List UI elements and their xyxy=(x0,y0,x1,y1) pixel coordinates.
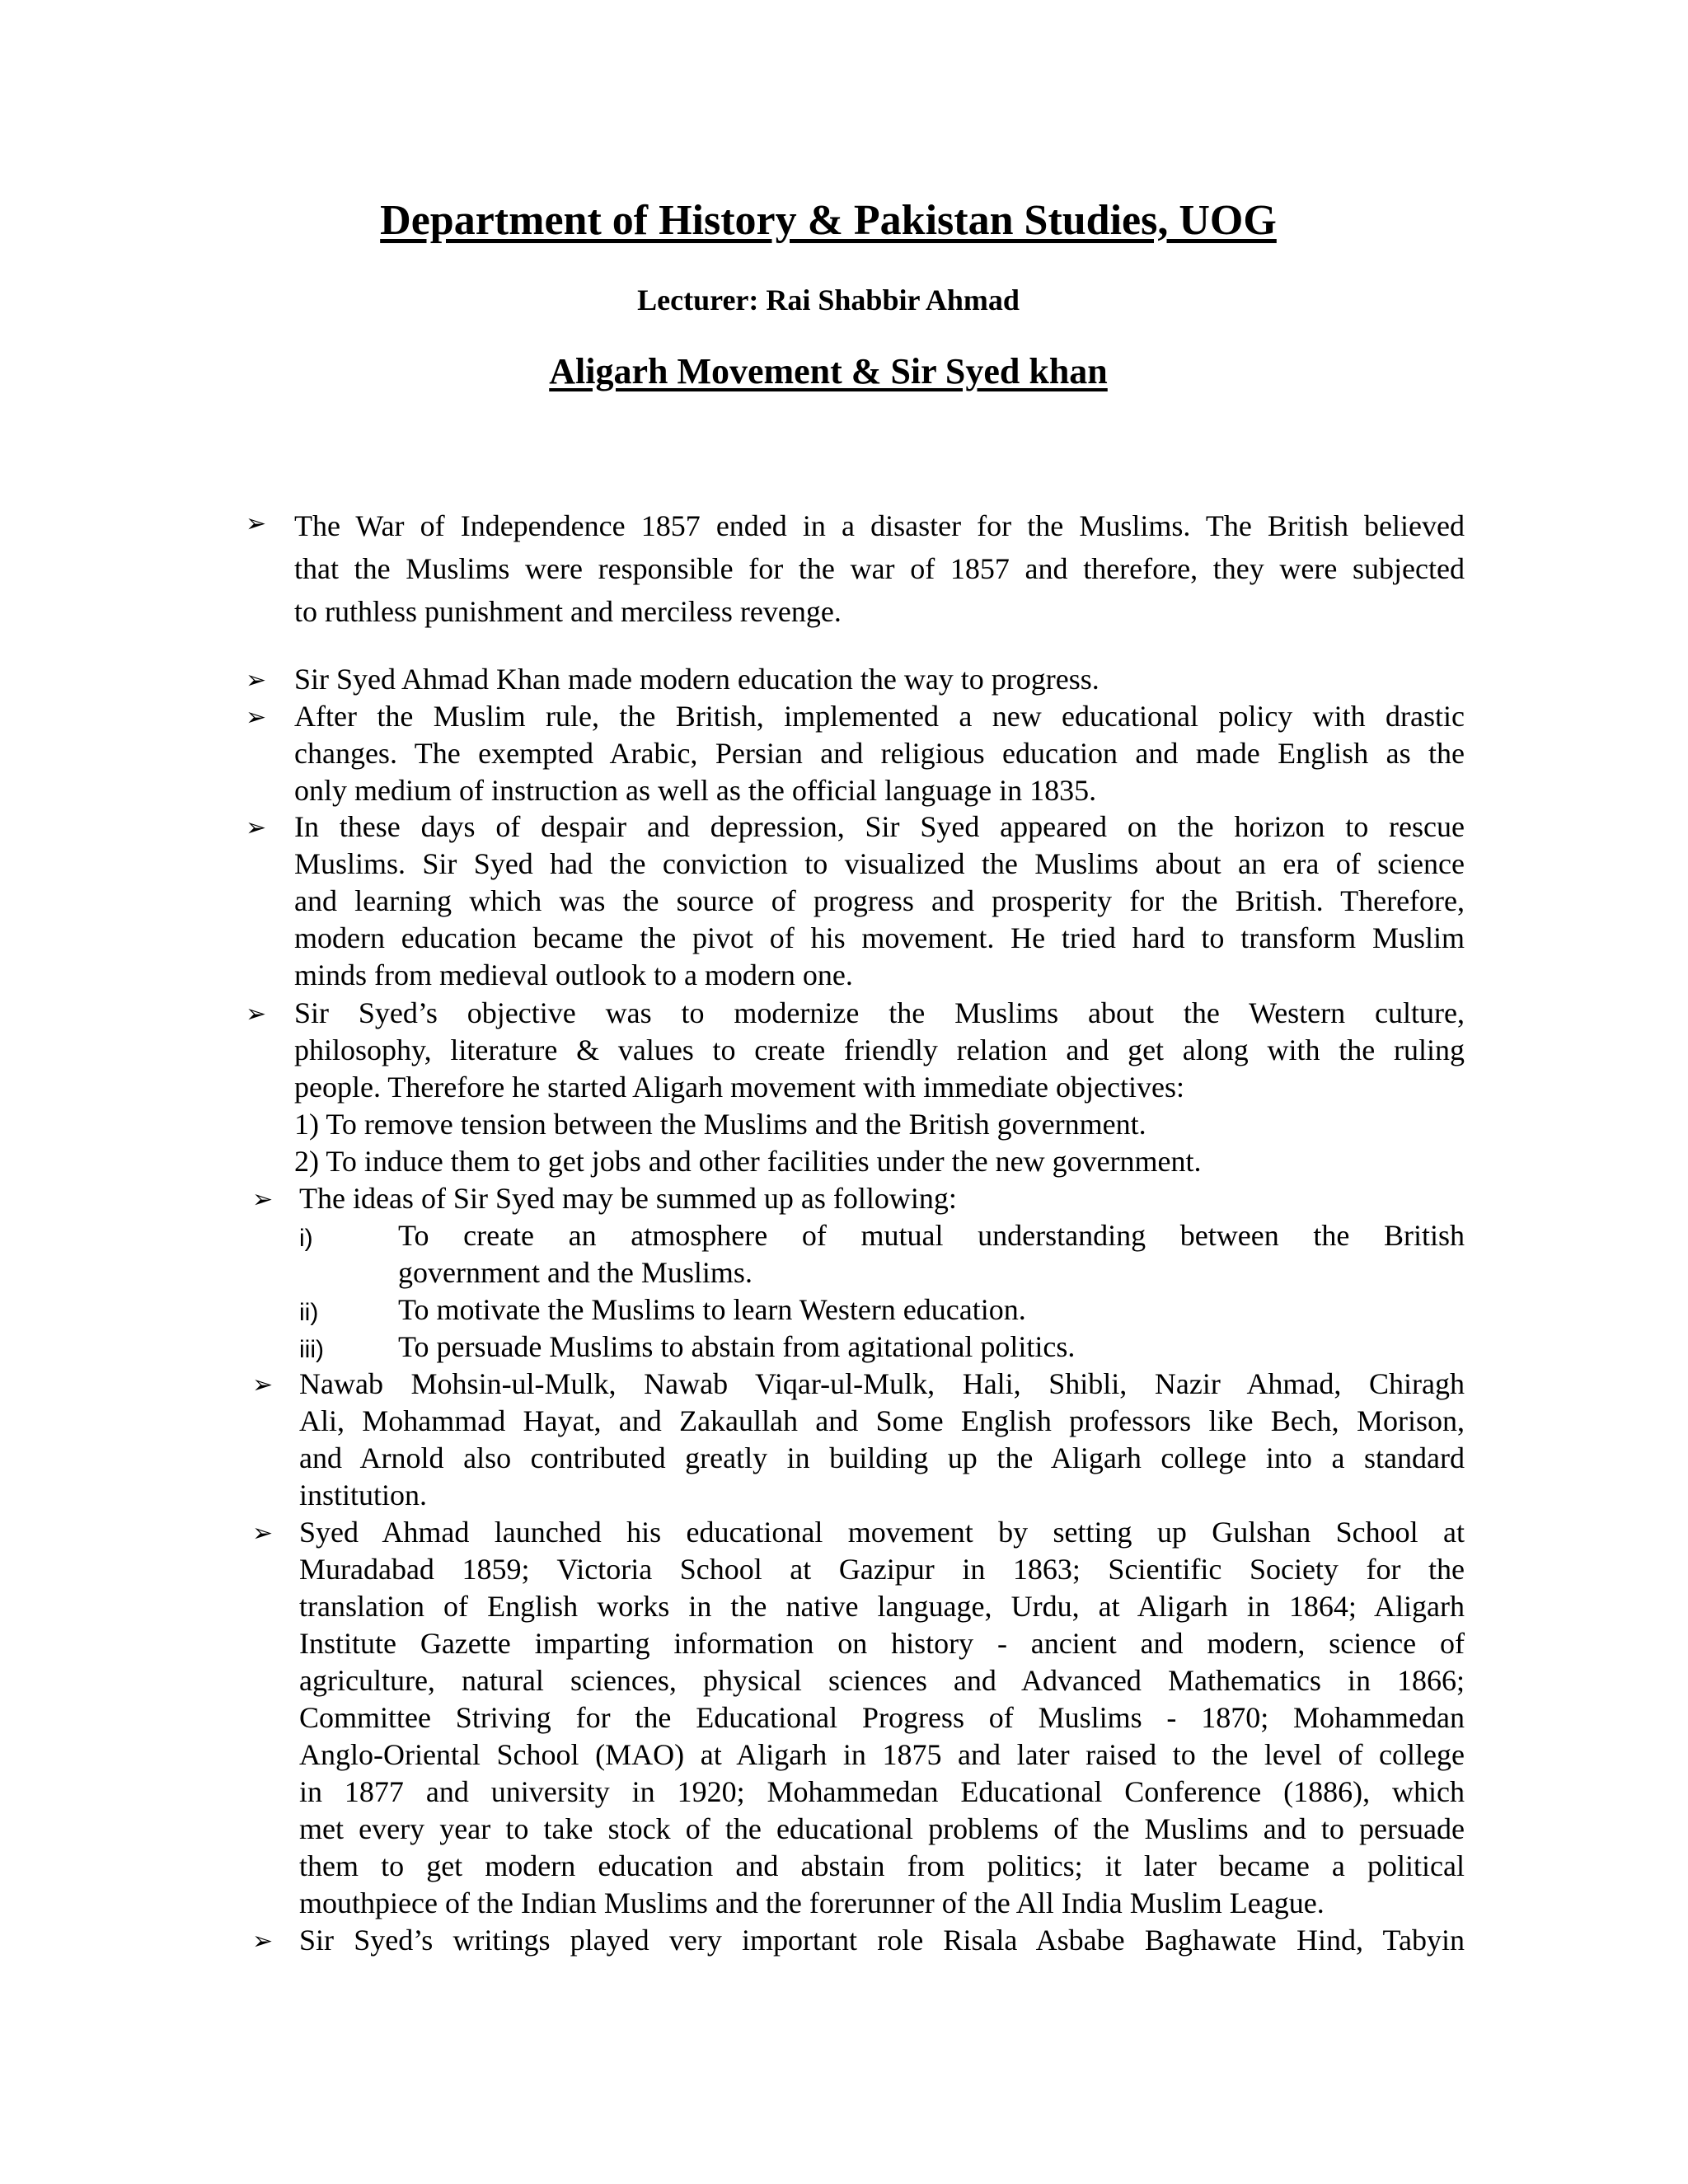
bullet-arrow-icon: ➢ xyxy=(252,1185,274,1214)
paragraph-line: Ali, Mohammad Hayat, and Zakaullah and Some English professors like Bech, Morison, xyxy=(299,1404,1465,1437)
paragraph-line: changes. The exempted Arabic, Persian and religious education and made English as the xyxy=(294,737,1465,770)
paragraph-line: translation of English works in the native language, Urdu, at Aligarh in 1864; Aligarh xyxy=(299,1590,1465,1623)
paragraph-line: In these days of despair and depression, Sir Syed appeared on the horizon to rescue xyxy=(294,810,1465,843)
paragraph-line: The ideas of Sir Syed may be summed up as following: xyxy=(299,1182,957,1215)
lecturer-name: Lecturer: Rai Shabbir Ahmad xyxy=(637,284,1020,316)
paragraph-line: Nawab Mohsin-ul-Mulk, Nawab Viqar-ul-Mulk, Hali, Shibli, Nazir Ahmad, Chiragh xyxy=(299,1367,1465,1400)
paragraph-line: them to get modern education and abstain from politics; it later became a political xyxy=(299,1849,1465,1882)
paragraph-line: only medium of instruction as well as the official language in 1835. xyxy=(294,774,1097,807)
bullet-paragraph xyxy=(294,995,1465,1180)
paragraph-line: Syed Ahmad launched his educational movement by setting up Gulshan School at xyxy=(299,1516,1465,1549)
paragraph-line: and learning which was the source of progress and prosperity for the British. Therefore, xyxy=(294,884,1465,917)
bullet-arrow-icon: ➢ xyxy=(246,1000,267,1029)
paragraph-line: minds from medieval outlook to a modern one. xyxy=(294,958,853,991)
paragraph-line: Sir Syed Ahmad Khan made modern education the way to progress. xyxy=(294,663,1100,696)
paragraph-line: After the Muslim rule, the British, implemented a new educational policy with drastic xyxy=(294,700,1465,733)
bullet-paragraph xyxy=(294,504,1465,633)
roman-numeral: iii) xyxy=(299,1336,324,1363)
bullet-arrow-icon: ➢ xyxy=(246,666,267,695)
paragraph-line: that the Muslims were responsible for the war of 1857 and therefore, they were subjected xyxy=(294,552,1465,585)
objective-item: 2) To induce them to get jobs and other facilities under the new government. xyxy=(294,1145,1202,1178)
paragraph-line: agriculture, natural sciences, physical sciences and Advanced Mathematics in 1866; xyxy=(299,1664,1465,1697)
bullet-arrow-icon: ➢ xyxy=(252,1927,274,1956)
bullet-arrow-icon: ➢ xyxy=(246,703,267,732)
bullet-paragraph xyxy=(299,1922,1465,1959)
paragraph-line: modern education became the pivot of his movement. He tried hard to transform Muslim xyxy=(294,921,1465,954)
paragraph-line: Institute Gazette imparting information on history - ancient and modern, science of xyxy=(299,1627,1465,1660)
paragraph-line: in 1877 and university in 1920; Mohammedan Educational Conference (1886), which xyxy=(299,1775,1465,1808)
paragraph-line: Muradabad 1859; Victoria School at Gazipur in 1863; Scientific Society for the xyxy=(299,1553,1465,1586)
paragraph-line: to ruthless punishment and merciless revenge. xyxy=(294,595,842,628)
paragraph-line: The War of Independence 1857 ended in a disaster for the Muslims. The British believed xyxy=(294,509,1465,542)
roman-numeral: ii) xyxy=(299,1299,319,1326)
paragraph-line: met every year to take stock of the educational problems of the Muslims and to persuade xyxy=(299,1812,1465,1845)
bullet-paragraph xyxy=(299,1180,1470,1217)
paragraph-line: people. Therefore he started Aligarh movement with immediate objectives: xyxy=(294,1071,1184,1104)
roman-list-item xyxy=(0,1329,1467,1366)
paragraph-line: Muslims. Sir Syed had the conviction to visualized the Muslims about an era of science xyxy=(294,847,1465,880)
bullet-arrow-icon: ➢ xyxy=(252,1519,274,1548)
bullet-arrow-icon: ➢ xyxy=(246,509,267,538)
bullet-paragraph xyxy=(299,1366,1465,1514)
bullet-arrow-icon: ➢ xyxy=(252,1371,274,1399)
bullet-paragraph xyxy=(294,661,1465,698)
roman-list-item xyxy=(0,1217,1467,1291)
objective-item: 1) To remove tension between the Muslims and the British government. xyxy=(294,1108,1146,1141)
paragraph-line: mouthpiece of the Indian Muslims and the forerunner of the All India Muslim League. xyxy=(299,1886,1325,1919)
paragraph-line: Sir Syed’s writings played very important role Risala Asbabe Baghawate Hind, Tabyin xyxy=(299,1924,1465,1957)
roman-numeral: i) xyxy=(299,1225,313,1252)
paragraph-line: To persuade Muslims to abstain from agitational politics. xyxy=(398,1330,1076,1363)
topic-title: Aligarh Movement & Sir Syed khan xyxy=(549,351,1108,391)
roman-item-text xyxy=(398,1329,1465,1366)
paragraph-line: Committee Striving for the Educational Progress of Muslims - 1870; Mohammedan xyxy=(299,1701,1465,1734)
bullet-paragraph xyxy=(299,1514,1465,1922)
paragraph-line: To motivate the Muslims to learn Western education. xyxy=(398,1293,1026,1326)
paragraph-line: Sir Syed’s objective was to modernize the Muslims about the Western culture, xyxy=(294,996,1465,1029)
paragraph-line: institution. xyxy=(299,1479,428,1511)
bullet-paragraph xyxy=(294,698,1465,809)
paragraph-line: and Arnold also contributed greatly in building up the Aligarh college into a standard xyxy=(299,1441,1465,1474)
paragraph-line: government and the Muslims. xyxy=(398,1256,753,1289)
roman-item-text xyxy=(398,1217,1465,1291)
paragraph-line: Anglo-Oriental School (MAO) at Aligarh in 1875 and later raised to the level of college xyxy=(299,1738,1465,1771)
bullet-arrow-icon: ➢ xyxy=(246,813,267,842)
paragraph-line: philosophy, literature & values to create friendly relation and get along with the ruling xyxy=(294,1033,1465,1066)
roman-list-item xyxy=(0,1291,1467,1329)
roman-item-text xyxy=(398,1291,1465,1329)
paragraph-line: To create an atmosphere of mutual understanding between the British xyxy=(398,1219,1465,1252)
department-title: Department of History & Pakistan Studies, UOG xyxy=(380,197,1277,244)
bullet-paragraph xyxy=(294,808,1465,994)
